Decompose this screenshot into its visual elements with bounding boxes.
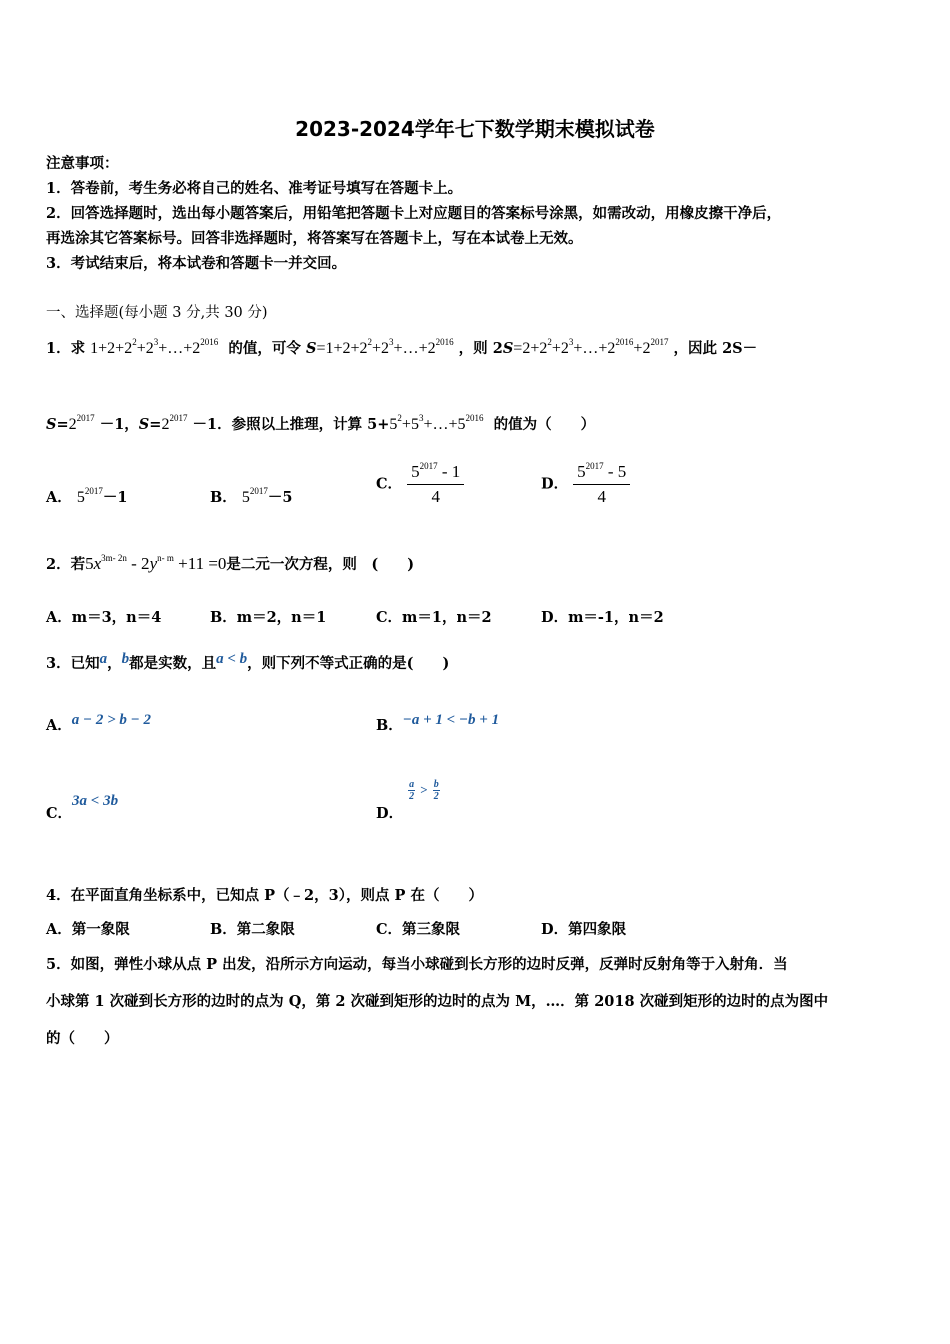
question-1-option-a: A． $5^{2017}-1$ (46, 486, 128, 506)
question-1-option-c: C． $\frac{5^{2017} - 1}{4}$ (376, 462, 464, 507)
notice-item-2: 2．回答选择题时，选出每小题答案后，用铅笔把答题卡上对应题目的答案标号涂黑，如需改动，用橡皮擦干净后， (46, 205, 782, 222)
question-5-line-1: 5．如图，弹性小球从点 P 出发，沿所示方向运动，每当小球碰到长方形的边时反弹，反弹时反射角等于入射角．当 (46, 956, 788, 973)
question-4-option-a: A．第一象限 (46, 921, 130, 938)
notice-item-1: 1．答卷前，考生务必将自己的姓名、准考证号填写在答题卡上。 (46, 180, 463, 197)
question-1-option-b: B． $5^{2017}-5$ (210, 486, 293, 506)
question-2-option-b: B．m＝2，n＝1 (210, 609, 327, 626)
question-1-line-1: 1．求 $1+2+2^2+2^3+\dots+2^{2016}$ 的值，可令 $S=1+2+2^2+2^3+\dots+2^{2016}$ ，则 $2S=2+2^2+2^3+\dots+2^{2016}+2^{2017}$ ，因此 2S－ (46, 337, 758, 357)
question-2-option-c: C．m＝1，n＝2 (376, 609, 492, 626)
notice-heading: 注意事项： (46, 155, 119, 172)
question-1-line-2: $S=2^{2017} -1$，$S=2^{2017} -1$．参照以上推理，计算 $5+5^2+5^3+\dots+5^{2016}$ 的值为（ ） (46, 413, 596, 433)
page-title: 2023-2024学年七下数学期末模拟试卷 (295, 117, 655, 141)
question-4-option-c: C．第三象限 (376, 921, 461, 938)
question-4: 4．在平面直角坐标系中，已知点 P（﹣2，3），则点 P 在（ ） (46, 887, 483, 904)
question-5-line-2: 小球第 1 次碰到长方形的边时的点为 Q，第 2 次碰到矩形的边时的点为 M，…．第 2018 次碰到矩形的边时的点为图中 (46, 993, 829, 1010)
notice-item-2-cont: 再选涂其它答案标号。回答非选择题时，将答案写在答题卡上，写在本试卷上无效。 (46, 230, 583, 247)
question-4-option-d: D．第四象限 (541, 921, 627, 938)
section-heading: 一、选择题(每小题 3 分,共 30 分) (46, 305, 268, 321)
question-3-option-b: B．−a + 1 < −b + 1 (376, 712, 500, 734)
question-3-option-a: A．a − 2 > b − 2 (46, 712, 151, 734)
question-3-option-d: D． $\frac{a}{2}$ > $\frac{b}{2}$ (376, 778, 439, 822)
notice-item-3: 3．考试结束后，将本试卷和答题卡一并交回。 (46, 255, 347, 272)
question-2-option-d: D．m＝-1，n＝2 (541, 609, 664, 626)
question-2: 2．若$5x^{3m- 2n} - 2y^{n- m} +11 =0$是二元一次方程，则 ( ) (46, 553, 415, 573)
question-4-option-b: B．第二象限 (210, 921, 295, 938)
question-1-option-d: D． $\frac{5^{2017} - 5}{4}$ (541, 462, 630, 507)
question-5-line-3: 的（ ） (46, 1030, 119, 1047)
question-3: 3．已知a，b都是实数，且a < b，则下列不等式正确的是( ) (46, 651, 450, 672)
question-2-option-a: A．m＝3，n＝4 (46, 609, 162, 626)
question-3-option-c: C．3a < 3b (46, 793, 119, 822)
